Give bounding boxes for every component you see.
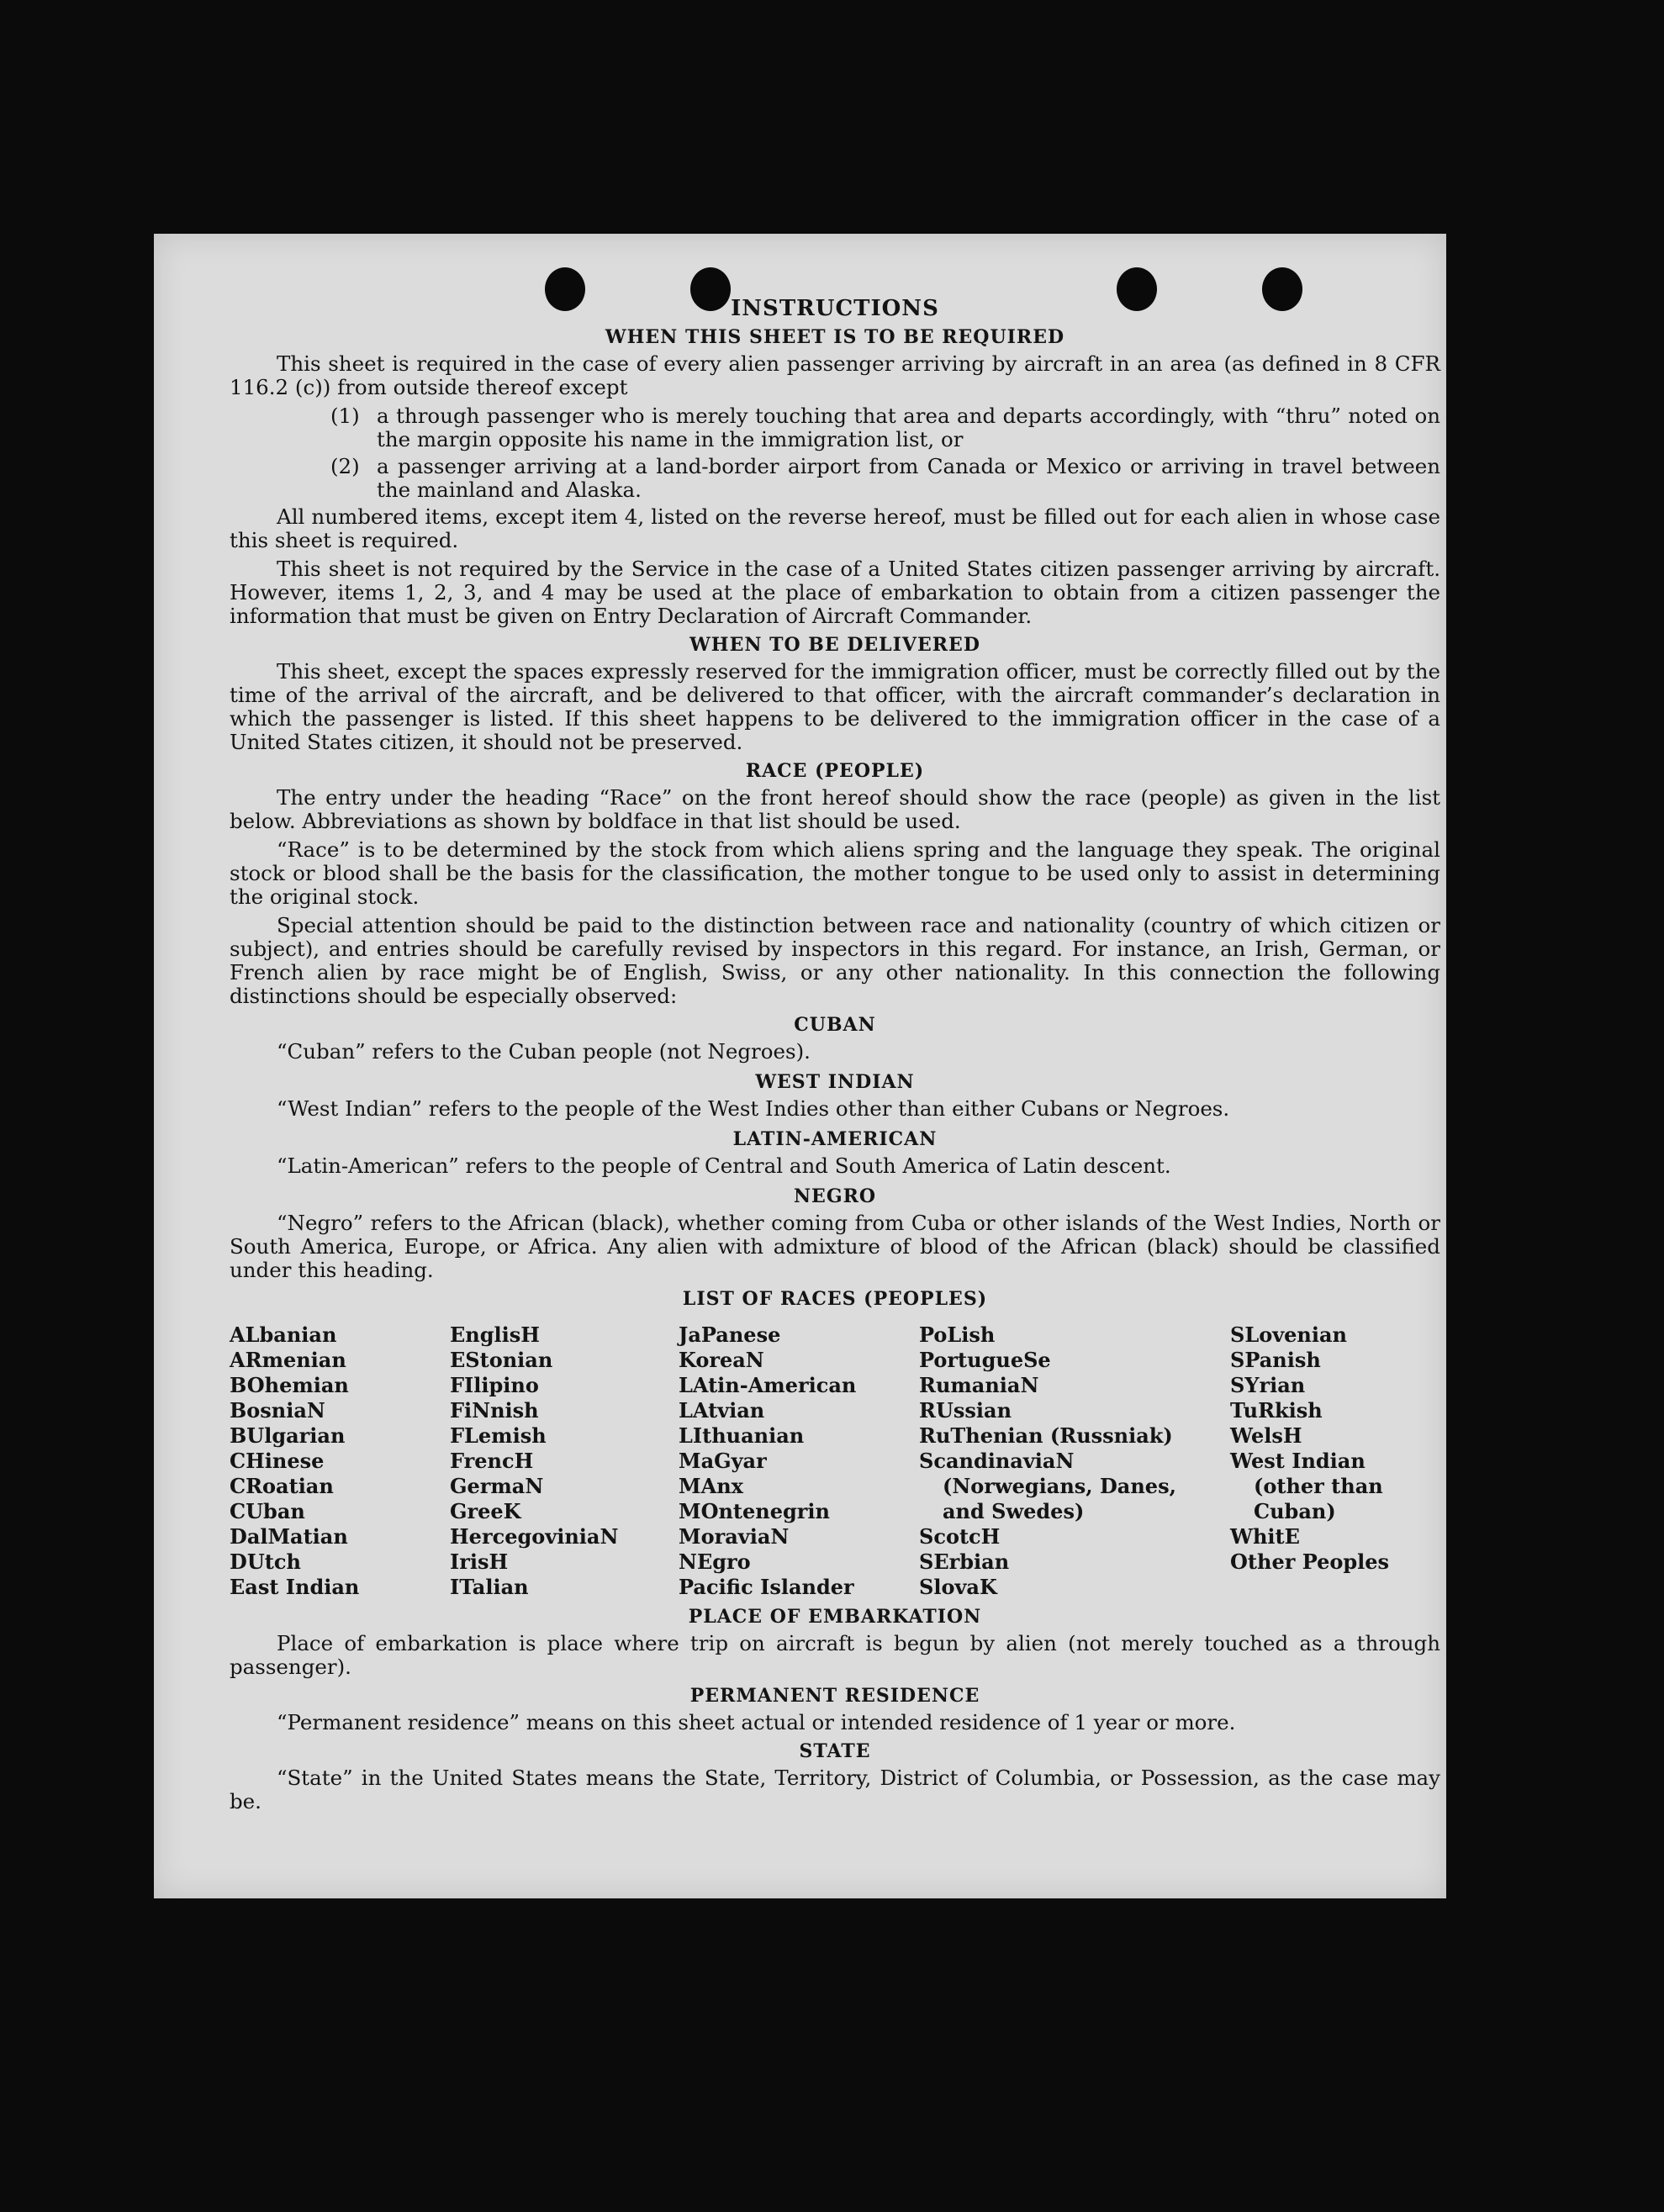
- race-entry: SPanish: [1230, 1348, 1321, 1372]
- instructions-content: [230, 297, 1440, 1819]
- race-entry: SYrian: [1230, 1373, 1306, 1397]
- definition-cuban: “Cuban” refers to the Cuban people (not Negroes).: [277, 1039, 811, 1064]
- section-heading-when-delivered: WHEN TO BE DELIVERED: [689, 634, 980, 656]
- race-entry: CRoatian: [230, 1474, 334, 1498]
- race-entry: HercegoviniaN: [450, 1524, 619, 1549]
- race-entry: JaPanese: [679, 1322, 781, 1347]
- race-entry: WhitE: [1230, 1524, 1300, 1549]
- race-entry: GermaN: [450, 1474, 544, 1498]
- item-number: (2): [330, 454, 360, 478]
- paragraph: All numbered items, except item 4, listed on the reverse hereof, must be filled out for each alien in whose case this sheet is required.: [230, 504, 1440, 552]
- race-entry: IrisH: [450, 1549, 509, 1574]
- race-entry: PoLish: [919, 1322, 996, 1347]
- races-column: [1230, 1322, 1440, 1600]
- paragraph: “Race” is to be determined by the stock from which aliens spring and the language they speak. The original stock or blood shall be the basis for the classification, the mother tongue to be used only to assist in determining the original stock.: [230, 837, 1440, 909]
- race-entry: DalMatian: [230, 1524, 348, 1549]
- races-table: [230, 1322, 1440, 1600]
- race-entry: ARmenian: [230, 1348, 346, 1372]
- paragraph: This sheet, except the spaces expressly reserved for the immigration officer, must be correctly filled out by the time of the arrival of the aircraft, and be delivered to that officer, with the aircraft commander’s declaration in which the passenger is listed. If this sheet happens to be delivered to the immigration officer in the case of a United States citizen, it should not be preserved.: [230, 659, 1440, 754]
- section-heading-embarkation: PLACE OF EMBARKATION: [688, 1606, 982, 1628]
- race-entry: RUssian: [919, 1398, 1012, 1423]
- race-entry: MOntenegrin: [679, 1499, 830, 1523]
- race-entry: SlovaK: [919, 1575, 997, 1599]
- race-entry: GreeK: [450, 1499, 521, 1523]
- paragraph: This sheet is required in the case of every alien passenger arriving by aircraft in an area (as defined in 8 CFR 116.2 (c)) from outside thereof except: [230, 351, 1440, 399]
- races-column: [679, 1322, 919, 1600]
- section-heading-when-required: WHEN THIS SHEET IS TO BE REQUIRED: [605, 326, 1065, 348]
- race-entry: LAtvian: [679, 1398, 765, 1423]
- race-entry: BUlgarian: [230, 1423, 346, 1448]
- item-number: (1): [330, 404, 360, 428]
- race-entry: BosniaN: [230, 1398, 325, 1423]
- race-entry: PortugueSe: [919, 1348, 1051, 1372]
- races-column: [919, 1322, 1205, 1600]
- race-entry: NEgro: [679, 1549, 751, 1574]
- paragraph: Special attention should be paid to the distinction between race and nationality (country of which citizen or subject), and entries should be carefully revised by inspectors in this regard. For instance, an Irish, German, or French alien by race might be of English, Swiss, or any other nationality. In this connection the following distinctions should be especially observed:: [230, 913, 1440, 1008]
- race-entry: ScotcH: [919, 1524, 1001, 1549]
- race-entry: Pacific Islander: [679, 1575, 854, 1599]
- race-entry: CUban: [230, 1499, 305, 1523]
- list-item: [330, 404, 1440, 451]
- section-heading-list-of-races: LIST OF RACES (PEOPLES): [682, 1288, 988, 1310]
- race-entry: LAtin-American: [679, 1373, 857, 1397]
- race-entry: FiNnish: [450, 1398, 539, 1423]
- item-text: a passenger arriving at a land-border airport from Canada or Mexico or arriving in travel between the mainland and Alaska.: [377, 454, 1440, 502]
- race-entry: MAnx: [679, 1474, 743, 1498]
- section-heading-cuban: CUBAN: [794, 1014, 876, 1036]
- race-entry: SErbian: [919, 1549, 1010, 1574]
- race-entry: TuRkish: [1230, 1398, 1323, 1423]
- section-heading-negro: NEGRO: [793, 1185, 877, 1207]
- section-heading-state: STATE: [799, 1740, 871, 1762]
- race-entry: BOhemian: [230, 1373, 349, 1397]
- list-item: [330, 455, 1440, 502]
- paragraph: “State” in the United States means the State, Territory, District of Columbia, or Possession, as the case may be.: [230, 1766, 1440, 1813]
- race-entry: SLovenian: [1230, 1322, 1347, 1347]
- race-entry: EStonian: [450, 1348, 553, 1372]
- race-entry: CHinese: [230, 1449, 325, 1473]
- section-heading-west-indian: WEST INDIAN: [755, 1071, 915, 1093]
- race-entry: KoreaN: [679, 1348, 764, 1372]
- paragraph: This sheet is not required by the Service in the case of a United States citizen passenger arriving by aircraft. However, items 1, 2, 3, and 4 may be used at the place of embarkation to obtain from a citizen passenger the information that must be given on Entry Declaration of Aircraft Commander.: [230, 557, 1440, 628]
- item-text: a through passenger who is merely touching that area and departs accordingly, with “thru” noted on the margin opposite his name in the immigration list, or: [377, 404, 1440, 451]
- race-entry: EnglisH: [450, 1322, 540, 1347]
- paragraph: The entry under the heading “Race” on the front hereof should show the race (people) as given in the list below. Abbreviations as shown by boldface in that list should be used.: [230, 785, 1440, 833]
- page-title: INSTRUCTIONS: [731, 296, 939, 321]
- race-entry: MaGyar: [679, 1449, 767, 1473]
- section-heading-residence: PERMANENT RESIDENCE: [689, 1685, 980, 1707]
- race-entry: East Indian: [230, 1575, 360, 1599]
- race-entry: DUtch: [230, 1549, 301, 1574]
- paragraph: “Negro” refers to the African (black), whether coming from Cuba or other islands of the West Indies, North or South America, Europe, or Africa. Any alien with admixture of blood of the African (black) should be classified under this heading.: [230, 1211, 1440, 1282]
- race-entry: West Indian (other than Cuban): [1230, 1449, 1383, 1523]
- race-entry: RuThenian (Russniak): [919, 1423, 1173, 1448]
- race-entry: ALbanian: [230, 1322, 337, 1347]
- race-entry: LIthuanian: [679, 1423, 805, 1448]
- definition-latin-american: “Latin-American” refers to the people of Central and South America of Latin descent.: [277, 1154, 1171, 1178]
- race-entry: FLemish: [450, 1423, 547, 1448]
- section-heading-race: RACE (PEOPLE): [745, 760, 925, 782]
- races-column: [230, 1322, 450, 1600]
- race-entry: FrencH: [450, 1449, 534, 1473]
- race-entry: FIlipino: [450, 1373, 539, 1397]
- section-heading-latin-american: LATIN-AMERICAN: [732, 1128, 938, 1150]
- race-entry: MoraviaN: [679, 1524, 790, 1549]
- race-entry: RumaniaN: [919, 1373, 1039, 1397]
- race-entry: Other Peoples: [1230, 1549, 1390, 1574]
- race-entry: ScandinaviaN (Norwegians, Danes, and Swedes): [919, 1449, 1176, 1523]
- paragraph: “Permanent residence” means on this sheet actual or intended residence of 1 year or more.: [277, 1710, 1236, 1734]
- document-sheet: [154, 234, 1446, 1898]
- paragraph: Place of embarkation is place where trip on aircraft is begun by alien (not merely touched as a through passenger).: [230, 1631, 1440, 1679]
- race-entry: WelsH: [1230, 1423, 1302, 1448]
- races-column: [450, 1322, 679, 1600]
- race-entry: ITalian: [450, 1575, 529, 1599]
- definition-west-indian: “West Indian” refers to the people of the West Indies other than either Cubans or Negroes.: [277, 1096, 1230, 1121]
